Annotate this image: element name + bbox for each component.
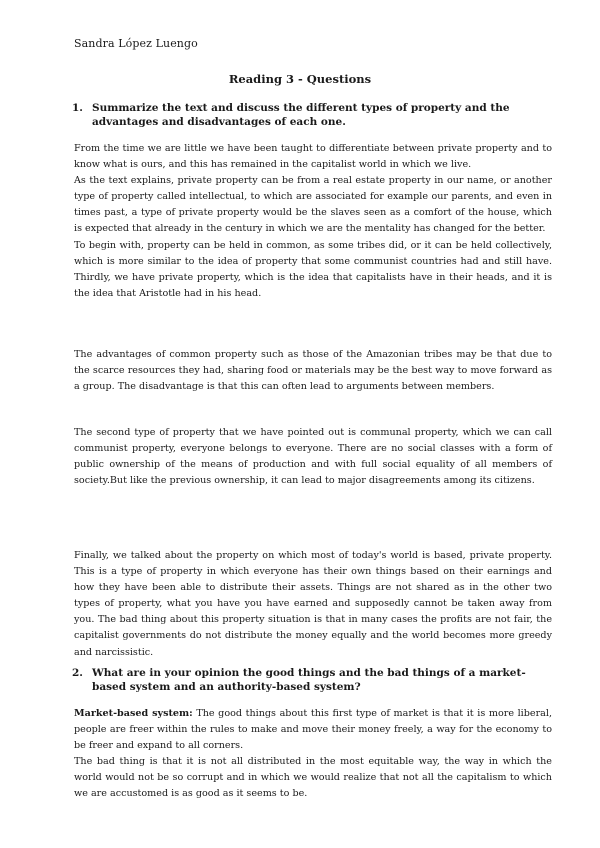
market-based-bad: The bad thing is that it is not all distributed in the most equitable way, the way in which the world would not be so corrupt and in which we would realize that not all the capitalism to which we are accustomed is as good as it seems to be. bbox=[74, 756, 552, 800]
answer-1-line-2: As the text explains, private property can be from a real estate property in our name, or another type of property called intellectual, to which are associated for example our parents, and even in times past, a type of private property would be the slaves seen as a comfort of the house, which is expected that already in the century in which we are the mentality has changed for the better. bbox=[74, 175, 552, 235]
question-2-text: What are in your opinion the good things and the bad things of a market-based system and an authority-based system? bbox=[92, 667, 526, 693]
question-2 bbox=[72, 666, 540, 694]
answer-1-common-property: The advantages of common property such as those of the Amazonian tribes may be that due to the scarce resources they had, sharing food or materials may be the best way to move forward as a group. The disadvantage is that this can often lead to arguments between members. bbox=[74, 349, 552, 393]
answer-1-line-1: From the time we are little we have been taught to differentiate between private property and to know what is ours, and this has remained in the capitalist world in which we live. bbox=[74, 143, 552, 171]
answer-2 bbox=[74, 706, 552, 803]
author-name: Sandra López Luengo bbox=[74, 37, 198, 50]
market-based-label: Market-based system: bbox=[74, 708, 193, 719]
question-1-number: 1. bbox=[72, 102, 83, 114]
answer-2-market-paragraph bbox=[74, 706, 552, 754]
page-title: Reading 3 - Questions bbox=[228, 72, 372, 86]
question-2-number: 2. bbox=[72, 667, 83, 679]
question-1-text: Summarize the text and discuss the different types of property and the advantages and disadvantages of each one. bbox=[92, 102, 510, 128]
answer-1-intro bbox=[74, 141, 552, 302]
answer-1-communal-property: The second type of property that we have pointed out is communal property, which we can call communist property, everyone belongs to everyone. There are no social classes with a form of public ownership of the means of production and with full social equality of all members of society.But like the previous ownership, it can lead to major disagreements among its citizens. bbox=[74, 427, 552, 487]
market-based-good: The good things about this first type of market is that it is more liberal, people are freer within the rules to make and move their money freely, a way for the economy to be freer and expand to all corners. bbox=[74, 708, 552, 752]
answer-1-line-3: To begin with, property can be held in common, as some tribes did, or it can be held collectively, which is more similar to the idea of property that some communist countries had and still have. Thirdly, we have private property, which is the idea that capitalists have in their heads, and it is the idea that Aristotle had in his head. bbox=[74, 239, 552, 299]
question-1 bbox=[72, 101, 540, 129]
answer-1-private-property: Finally, we talked about the property on which most of today's world is based, private property. This is a type of property in which everyone has their own things based on their earnings and how they have been able to distribute their assets. Things are not shared as in the other two types of property, what you have you have earned and supposedly cannot be taken away from you. The bad thing about this property situation is that in many cases the profits are not fair, the capitalist governments do not distribute the money equally and the world becomes more greedy and narcissistic. bbox=[74, 550, 552, 658]
